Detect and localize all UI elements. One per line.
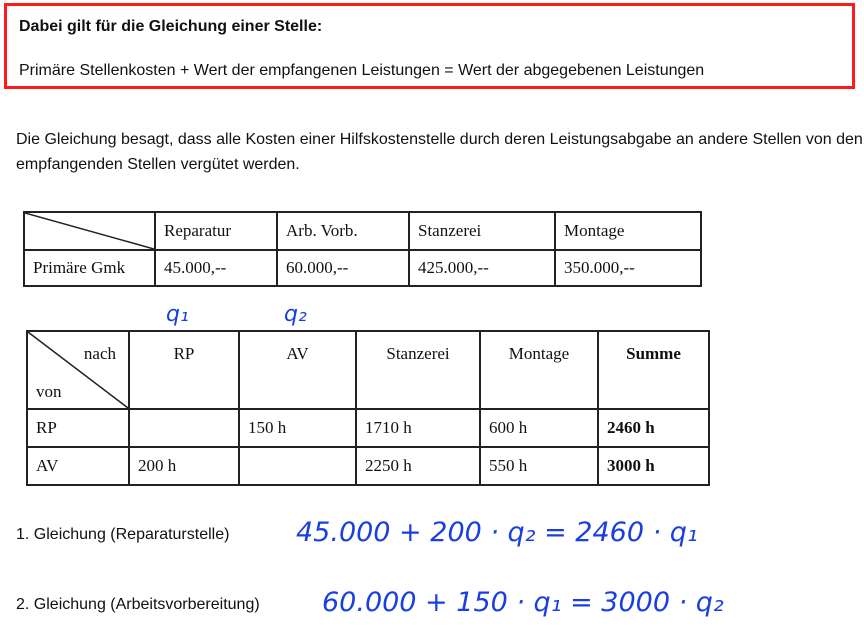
handwritten-equation1: 45.000 + 200 · q₂ = 2460 · q₁ [296,517,698,548]
table2-header: AV [239,331,356,409]
service-flow-table [26,330,710,486]
table2-header: Montage [480,331,598,409]
table1-cell: 350.000,-- [555,250,701,286]
table1-header: Reparatur [155,212,277,250]
table1-cell: 60.000,-- [277,250,409,286]
table1-cell: 45.000,-- [155,250,277,286]
explanation-paragraph: Die Gleichung besagt, dass alle Kosten einer Hilfskostenstelle durch deren Leistungsabgabe an andere Stellen von den empfangenden Stellen vergütet werden. [16,131,863,173]
table2-header: Stanzerei [356,331,480,409]
table2-cell [129,409,239,447]
diagonal-line [25,213,154,249]
definition-box [4,3,855,89]
table2-row-label: AV [27,447,129,485]
table2-header-sum: Summe [598,331,709,409]
table2-sum-cell: 2460 h [598,409,709,447]
table2-corner-cell [27,331,129,409]
table2-sum-cell: 3000 h [598,447,709,485]
definition-title: Dabei gilt für die Gleichung einer Stelle: [19,18,323,35]
table2-cell: 2250 h [356,447,480,485]
handwritten-q1-label: q₁ [166,302,189,327]
equation2-label: 2. Gleichung (Arbeitsvorbereitung) [16,596,260,613]
table2-cell: 150 h [239,409,356,447]
table1-header: Montage [555,212,701,250]
table1-header: Stanzerei [409,212,555,250]
table2-cell [239,447,356,485]
table2-row-label: RP [27,409,129,447]
table2-cell: 600 h [480,409,598,447]
corner-label-von: von [36,382,62,401]
table2-cell: 1710 h [356,409,480,447]
table1-header: Arb. Vorb. [277,212,409,250]
handwritten-equation2: 60.000 + 150 · q₁ = 3000 · q₂ [322,587,724,618]
equation1-label: 1. Gleichung (Reparaturstelle) [16,526,230,543]
table1-corner-cell [24,212,155,250]
table1-cell: 425.000,-- [409,250,555,286]
corner-label-nach: nach [83,344,116,363]
primary-costs-table [23,211,702,287]
table2-cell: 200 h [129,447,239,485]
table1-row-label: Primäre Gmk [24,250,155,286]
table2-header: RP [129,331,239,409]
table2-cell: 550 h [480,447,598,485]
definition-equation: Primäre Stellenkosten + Wert der empfangenen Leistungen = Wert der abgegebenen Leistungen [19,62,705,79]
handwritten-q2-label: q₂ [284,302,307,327]
